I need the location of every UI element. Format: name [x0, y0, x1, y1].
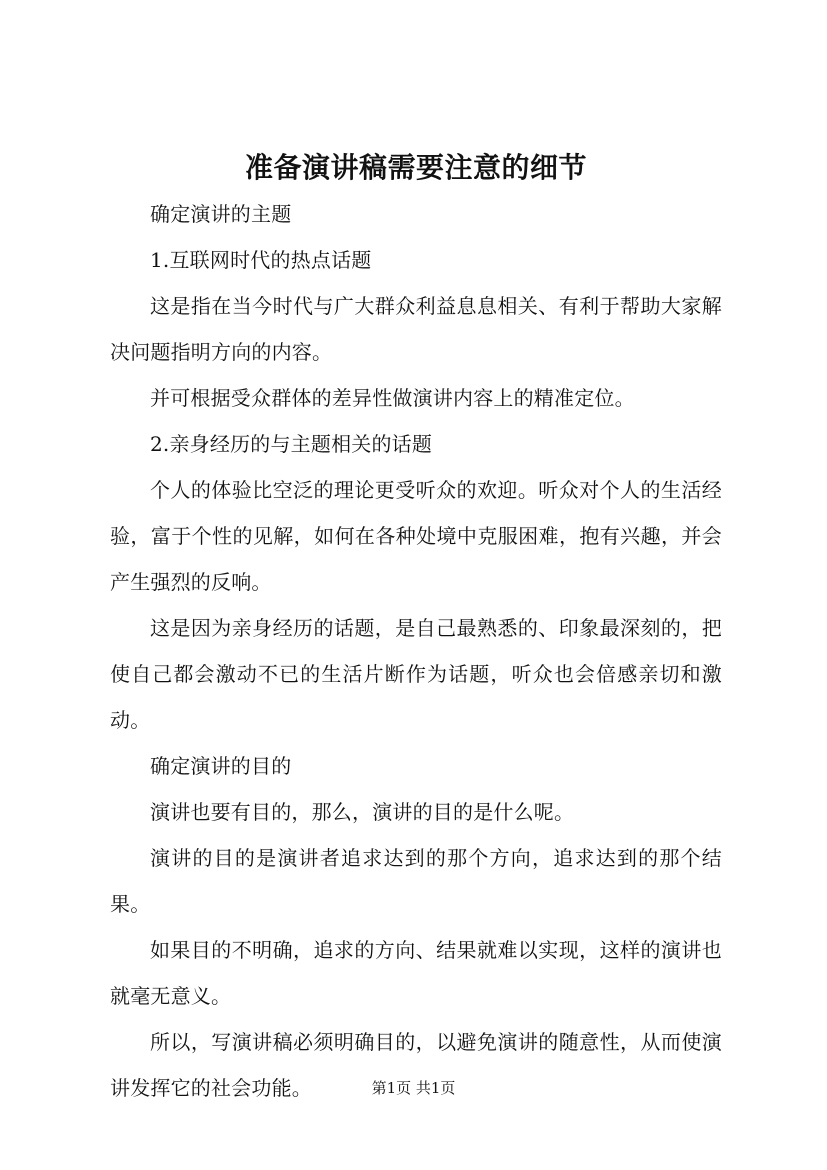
paragraph: 个人的体验比空泛的理论更受听众的欢迎。听众对个人的生活经验，富于个性的见解，如何在各种处境中克服困难，抱有兴趣，并会产生强烈的反响。 — [110, 478, 722, 594]
paragraph-heading-purpose: 确定演讲的目的 — [150, 754, 292, 778]
paragraph: 如果目的不明确，追求的方向、结果就难以实现，这样的演讲也就毫无意义。 — [110, 938, 722, 1008]
paragraph: 所以，写演讲稿必须明确目的，以避免演讲的随意性，从而使演讲发挥它的社会功能。 — [110, 1030, 722, 1100]
paragraph-heading-topic: 确定演讲的主题 — [150, 202, 292, 226]
paragraph-subheading-hot-topics: 1.互联网时代的热点话题 — [150, 248, 372, 272]
paragraph: 这是指在当今时代与广大群众利益息息相关、有利于帮助大家解决问题指明方向的内容。 — [110, 294, 722, 364]
document-body — [110, 145, 722, 1111]
document-title: 准备演讲稿需要注意的细节 — [244, 151, 587, 184]
paragraph: 演讲的目的是演讲者追求达到的那个方向，追求达到的那个结果。 — [110, 846, 722, 916]
paragraph-subheading-personal-experience: 2.亲身经历的与主题相关的话题 — [150, 432, 433, 456]
page-footer: 第1页 共1页 — [371, 1079, 456, 1097]
paragraph: 这是因为亲身经历的话题，是自己最熟悉的、印象最深刻的，把使自己都会激动不已的生活片断作为话题，听众也会倍感亲切和激动。 — [110, 616, 722, 732]
paragraph: 演讲也要有目的，那么，演讲的目的是什么呢。 — [150, 800, 575, 824]
paragraph: 并可根据受众群体的差异性做演讲内容上的精准定位。 — [150, 386, 635, 410]
